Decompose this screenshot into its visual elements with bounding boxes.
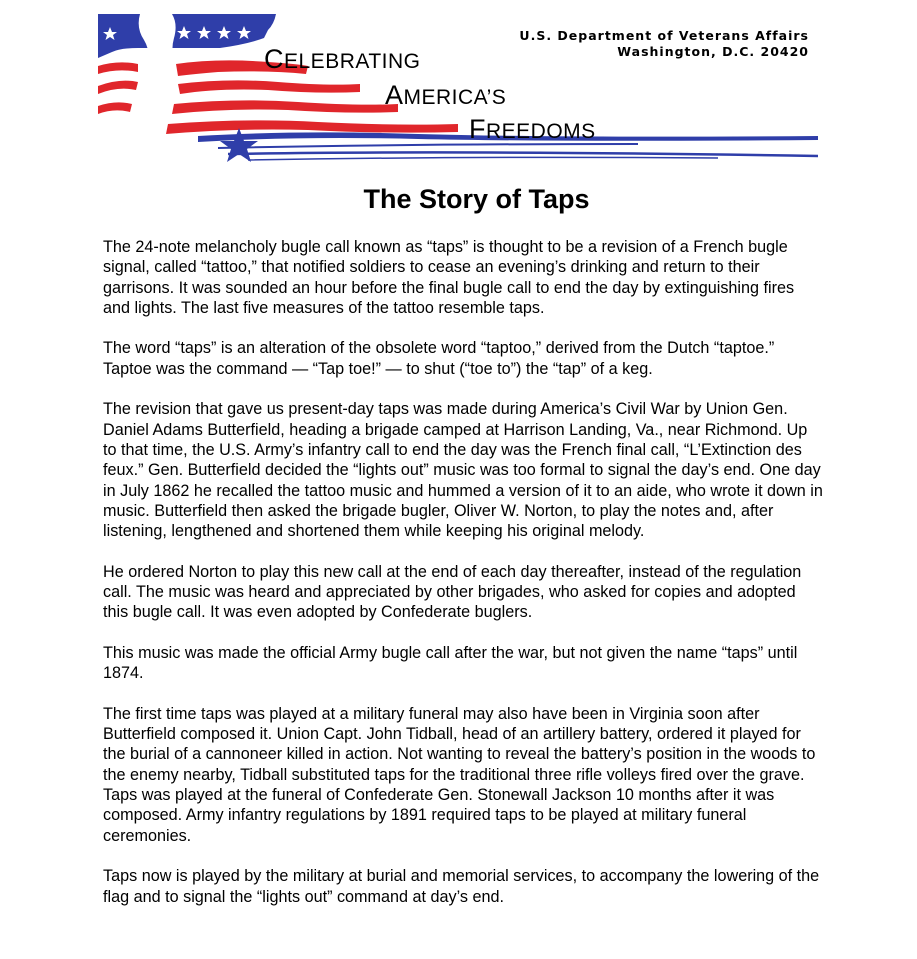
logo-line2-rest: MERICA’S [403,86,507,109]
agency-name: U.S. Department of Veterans Affairs [519,28,809,43]
paragraph: He ordered Norton to play this new call at the end of each day thereafter, instead of the regulation call. The music was heard and appreciated by other brigades, who asked for copies and adopted this bugle call. It was even adopted by Confederate buglers. [103,562,802,622]
article-body [103,237,823,927]
agency-block [519,28,809,60]
agency-address: Washington, D.C. 20420 [617,44,809,59]
logo-line-celebrating: CELEBRATING [264,44,421,74]
logo-line1-rest: ELEBRATING [284,50,421,73]
letterhead [0,0,917,170]
logo-line-freedoms: FREEDOMS [469,114,596,144]
paragraph: The revision that gave us present-day taps was made during America’s Civil War by Union Gen. Daniel Adams Butterfield, heading a brigade camped at Harrison Landing, Va., near Richmond. Up to that time, the U.S. Army’s infantry call to end the day was the French final call, “L’Extinction des feux.” Gen. Butterfield decided the “lights out” music was too formal to signal the day’s end. One day in July 1862 he recalled the tattoo music and hummed a version of it to an aide, who wrote it down in music. Butterfield then asked the brigade bugler, Oliver W. Norton, to play the notes and, after listening, lengthened and shortened them while keeping his original melody. [103,400,823,541]
paragraph: The 24-note melancholy bugle call known as “taps” is thought to be a revision of a French bugle signal, called “tattoo,” that notified soldiers to cease an evening’s drinking and return to their garrisons. It was sounded an hour before the final bugle call to end the day by extinguishing fires and lights. The last five measures of the tattoo resemble taps. [103,238,795,317]
logo-line3-rest: REEDOMS [486,120,596,143]
paragraph: The word “taps” is an alteration of the obsolete word “taptoo,” derived from the Dutch “taptoe.” Taptoe was the command — “Tap toe!” — to shut (“toe to”) the “tap” of a keg. [103,339,775,378]
logo-line-americas: AMERICA’S [385,80,507,110]
page-title: The Story of Taps [363,184,590,214]
paragraph: The first time taps was played at a military funeral may also have been in Virginia soon after Butterfield composed it. Union Capt. John Tidball, head of an artillery battery, ordered it played for the burial of a cannoneer killed in action. Not wanting to reveal the battery’s position in the woods to the enemy nearby, Tidball substituted taps for the traditional three rifle volleys fired over the grave. Taps was played at the funeral of Confederate Gen. Stonewall Jackson 10 months after it was composed. Army infantry regulations by 1891 required taps to be played at military funeral ceremonies. [103,704,816,845]
paragraph: Taps now is played by the military at burial and memorial services, to accompany the lowering of the flag and to signal the “lights out” command at day’s end. [103,867,820,906]
paragraph: This music was made the official Army bugle call after the war, but not given the name “taps” until 1874. [103,643,798,683]
